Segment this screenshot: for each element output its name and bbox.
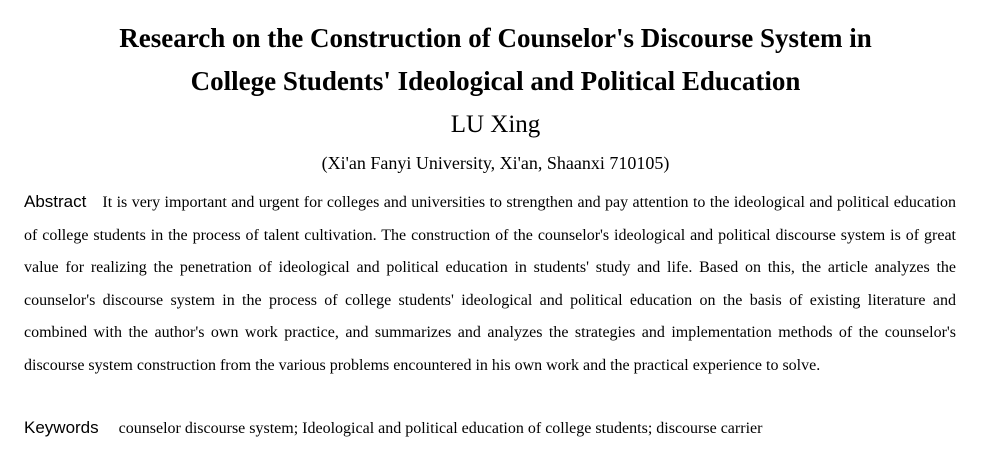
author-name: LU Xing bbox=[450, 111, 541, 138]
paper-title-line-2: College Students' Ideological and Political Education bbox=[190, 66, 801, 96]
author-affiliation: (Xi'an Fanyi University, Xi'an, Shaanxi 710105) bbox=[321, 153, 670, 173]
keywords-text: counselor discourse system; Ideological and political education of college students; discourse carrier bbox=[118, 420, 763, 437]
paper-title-line-1: Research on the Construction of Counselor's Discourse System in bbox=[119, 23, 872, 53]
abstract-paragraph bbox=[24, 186, 956, 383]
keywords-label: Keywords bbox=[24, 418, 99, 437]
keywords-line bbox=[24, 414, 964, 443]
abstract-label: Abstract bbox=[24, 192, 87, 211]
abstract-text: It is very important and urgent for colleges and universities to strengthen and pay attention to the ideological and political education of college students in the process of talent cultivation. The construction of the counselor's ideological and political discourse system is of great value for realizing the penetration of ideological and political education in students' study and life. Based on this, the article analyzes the counselor's discourse system in the process of college students' ideological and political education on the basis of existing literature and combined with the author's own work practice, and summarizes and analyzes the strategies and implementation methods of the counselor's discourse system construction from the various problems encountered in his own work and the practical experience to solve. bbox=[24, 194, 956, 374]
